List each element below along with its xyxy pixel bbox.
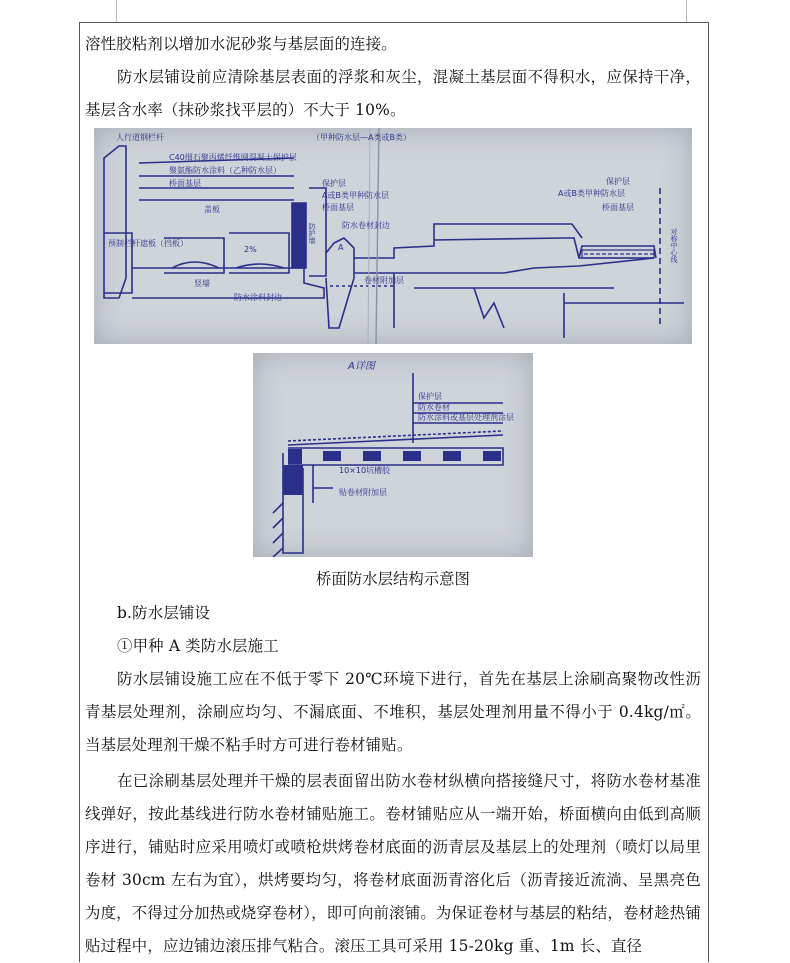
label-a-marker: A [338,243,344,252]
label-a-or-b: A或B类甲种防水层 [322,191,389,200]
margin-mark-left [116,0,117,22]
label-right-base: 桥面基层 [602,203,634,212]
label-seal: 防水卷材封边 [342,221,390,230]
paragraph-membrane-laying: 在已涂刷基层处理并干燥的层表面留出防水卷材纵横向搭接缝尺寸，将防水卷材基准线弹好，按此基线进行防水卷材铺贴施工。卷材铺贴应从一端开始，桥面横向由低到高顺序进行，铺贴时应采用喷灯或喷枪烘烤卷材底面的沥青层及基层上的处理剂（喷灯以局里卷材 30cm 左右为宜），烘烤要均匀，将卷材底面沥青溶化后（沥青接近流淌、呈黑亮色为度，不得过分加热或烧穿卷材），即可向前滚铺。为保证卷材与基层的粘结，卷材趁热铺贴过程中，应边铺边滚压排气粘合。滚压工具可采用 15-20kg 重、1m 长、直径 [85,772,701,955]
label-railing: 人行道钢栏杆 [116,133,164,142]
label-wall: 竖墙 [194,279,210,288]
label-deck-base-2: 桥面基层 [322,203,354,212]
figure-caption: 桥面防水层结构示意图 [316,570,470,588]
detail-label-5: 贴卷材附加层 [339,488,387,497]
section-heading-1: ①甲种 A 类防水层施工 [117,637,279,655]
detail-label-2: 防水卷材 [418,403,450,412]
detail-label-1: 保护层 [418,392,442,401]
paragraph-base-prep: 防水层铺设前应清除基层表面的浮浆和灰尘，混凝土基层面不得积水，应保持干净，基层含水率（抹砂浆找平层的）不大于 10%。 [85,68,701,119]
label-deck-base: 桥面基层 [169,179,201,188]
label-coat-seal: 防水涂料封边 [234,293,282,302]
label-header: （甲种防水层—A类或B类） [312,133,411,142]
paragraph-construction: 防水层铺设施工应在不低于零下 20℃环境下进行，首先在基层上涂刷高聚物改性沥青基层处理剂，涂刷应均匀、不漏底面、不堆积，基层处理剂用量不得小于 0.4kg/㎡。当基层处理剂干燥不粘手时方可进行卷材铺贴。 [85,670,701,754]
label-protect: 保护层 [322,179,346,188]
bridge-deck-waterproof-diagram [94,128,692,344]
paragraph-intro: 溶性胶粘剂以增加水泥砂浆与基层面的连接。 [85,35,397,53]
detail-title: A详图 [348,361,375,372]
section-heading-b: b.防水层铺设 [117,604,211,622]
label-curb: 预制栏杆遮板（挡板） [108,239,188,248]
detail-label-4: 10×10坑槽胶 [339,466,391,475]
label-guard: 防护墙 [308,223,316,244]
label-right-ab: A或B类甲种防水层 [558,189,625,198]
label-cover: 盖板 [204,205,220,214]
margin-mark-right [686,0,687,22]
label-c40: C40细石聚丙烯纤维网混凝土保护层 [169,153,297,162]
label-coating: 聚氨酯防水涂料（乙种防水层） [169,166,281,175]
label-add-layer: 卷材附加层 [364,276,404,285]
label-dim: 2% [244,245,257,254]
detail-label-3: 防水涂料或基层处理剂涂层 [418,413,514,422]
detail-a-diagram [253,353,533,557]
label-vertical: 对称中心线 [670,228,678,263]
label-right-protect: 保护层 [606,177,630,186]
